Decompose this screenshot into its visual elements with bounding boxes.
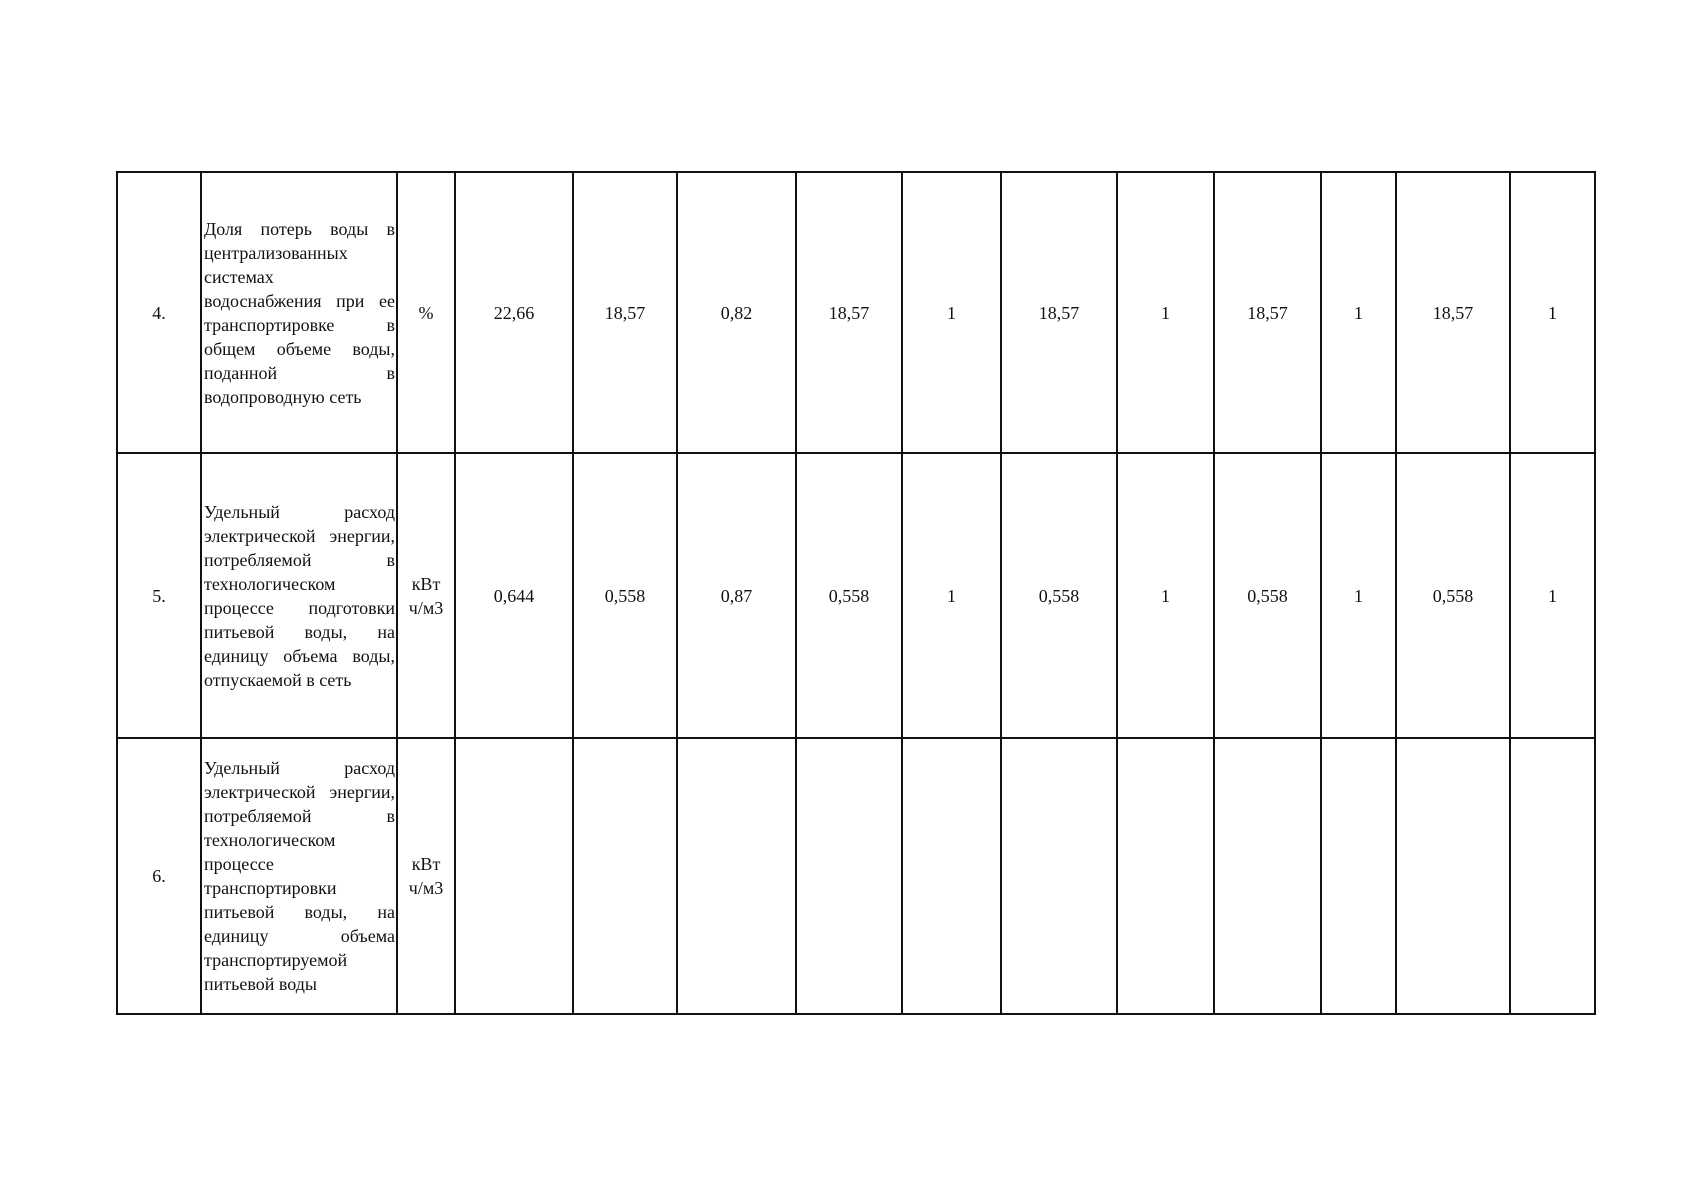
indicator-description: Доля потерь воды в централизованных системах водоснабжения при ее транспортировке в общем объеме воды, поданной в водопроводную сеть: [201, 172, 397, 453]
value-cell: [1396, 738, 1510, 1014]
value-cell: 1: [1321, 453, 1396, 738]
value-cell: 1: [1321, 172, 1396, 453]
value-cell: 18,57: [1396, 172, 1510, 453]
value-cell: 0,558: [1001, 453, 1117, 738]
value-cell: 0,82: [677, 172, 796, 453]
value-cell: 0,558: [1214, 453, 1321, 738]
indicator-description: Удельный расход электрической энергии, потребляемой в технологическом процессе подготовки питьевой воды, на единицу объема воды, отпускаемой в сеть: [201, 453, 397, 738]
table-row: [117, 738, 1595, 1014]
value-cell: 0,558: [796, 453, 902, 738]
value-cell: 1: [1510, 172, 1595, 453]
indicator-description: Удельный расход электрической энергии, потребляемой в технологическом процессе транспортировки питьевой воды, на единицу объема транспортируемой питьевой воды: [201, 738, 397, 1014]
value-cell: 0,558: [1396, 453, 1510, 738]
row-number: 6.: [117, 738, 201, 1014]
value-cell: 1: [902, 453, 1001, 738]
value-cell: 18,57: [1214, 172, 1321, 453]
value-cell: [1510, 738, 1595, 1014]
value-cell: 18,57: [796, 172, 902, 453]
value-cell: [573, 738, 677, 1014]
value-cell: 1: [902, 172, 1001, 453]
value-cell: [902, 738, 1001, 1014]
unit-cell: %: [397, 172, 455, 453]
value-cell: [1321, 738, 1396, 1014]
value-cell: [455, 738, 573, 1014]
value-cell: [1214, 738, 1321, 1014]
indicators-table: [116, 171, 1596, 1015]
value-cell: 1: [1117, 453, 1214, 738]
row-number: 5.: [117, 453, 201, 738]
value-cell: [796, 738, 902, 1014]
table-row: [117, 453, 1595, 738]
value-cell: 1: [1117, 172, 1214, 453]
value-cell: 0,558: [573, 453, 677, 738]
value-cell: [677, 738, 796, 1014]
value-cell: 18,57: [573, 172, 677, 453]
row-number: 4.: [117, 172, 201, 453]
unit-cell: кВт ч/м3: [397, 453, 455, 738]
unit-cell: кВт ч/м3: [397, 738, 455, 1014]
value-cell: 0,644: [455, 453, 573, 738]
value-cell: 18,57: [1001, 172, 1117, 453]
value-cell: 22,66: [455, 172, 573, 453]
table-row: [117, 172, 1595, 453]
value-cell: [1117, 738, 1214, 1014]
value-cell: 0,87: [677, 453, 796, 738]
value-cell: 1: [1510, 453, 1595, 738]
value-cell: [1001, 738, 1117, 1014]
